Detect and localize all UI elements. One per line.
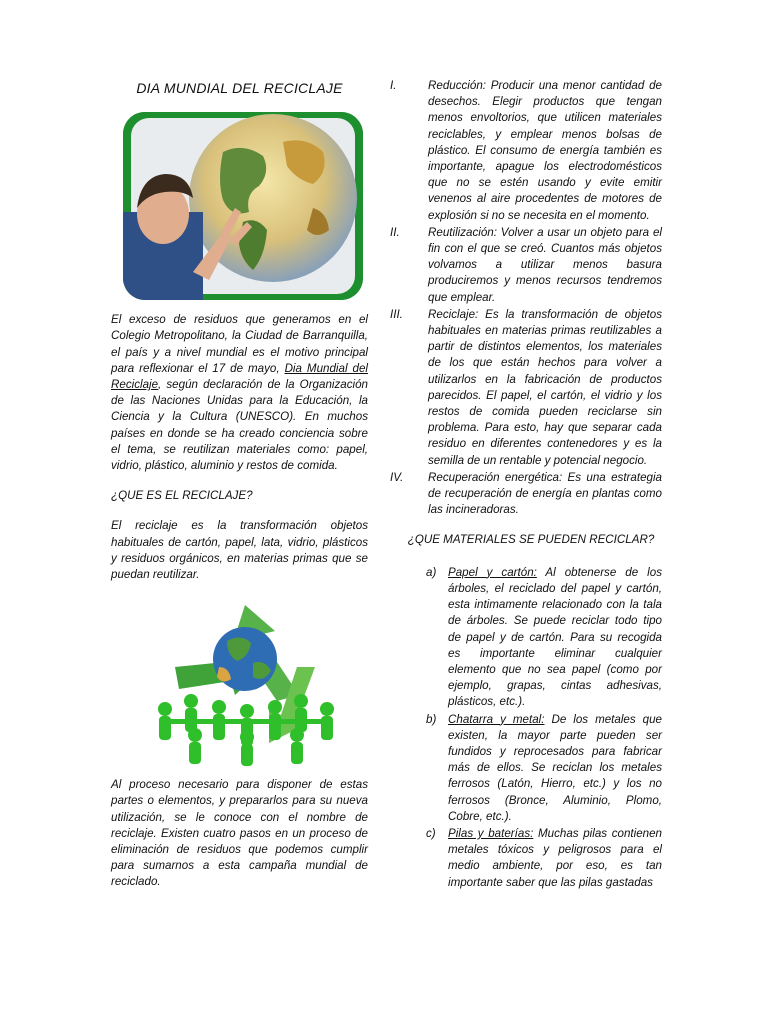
list-number: IV. xyxy=(390,470,404,484)
list-text: Reducción: Producir una menor cantidad de desechos. Elegir productos que tengan menos envoltorios, que utilicen materiales reciclables, y emplear menos bolsas de plástico. El consumo de energía también es importante, apague los electrodomésticos que no se estén usando y evite emitir venenos al aire procedentes de motores de explosión si no se necesita en el momento. xyxy=(428,79,662,222)
list-number: II. xyxy=(390,225,400,239)
list-item xyxy=(388,307,662,469)
list-text: Chatarra y metal: De los metales que existen, la mayor parte pueden ser fundidos y reprocesados para fabricar más de ellos. Se reciclan los metales ferrosos (Latón, Hierro, etc.) y los no ferrosos (Bronce, Aluminio, Plomo, Cobre, etc.). xyxy=(448,712,663,823)
intro-paragraph: El exceso de residuos que generamos en el Colegio Metropolitano, la Ciudad de Barranquilla, el país y a nivel mundial es el motivo principal para reflexionar el 17 de mayo, Dia Mundial del Reciclaje, según declaración de la Organización de las Naciones Unidas para la Educación, la Ciencia y la Cultura (UNESCO). En muchos países en donde se ha creado conciencia sobre el tema, se reutilizan materiales como: papel, vidrio, plástico, aluminio y restos de comida. xyxy=(111,313,368,473)
recycling-people-illustration xyxy=(135,597,355,767)
list-letter: a) xyxy=(426,565,437,579)
process-paragraph: Al proceso necesario para disponer de estas partes o elementos, y prepararlos para su nueva utilización, se le conoce con el nombre de reciclaje. Existen cuatro pasos en un proceso de eliminación de residuos que podemos cumplir para sumarnos a esta campaña mundial de reciclado. xyxy=(111,778,368,889)
recycling-definition-paragraph: El reciclaje es la transformación objetos habituales de cartón, papel, lata, vidrio, plásticos y residuos orgánicos, en materias primas que se puedan reutilizar. xyxy=(111,519,368,582)
left-column xyxy=(111,78,368,891)
recycling-people-image xyxy=(135,597,355,767)
world-recycling-day-link-text: Dia Mundial del Reciclaje xyxy=(111,361,368,392)
list-number: III. xyxy=(390,307,403,321)
list-text: Reutilización: Volver a usar un objeto para el fin con el que se creó. Cuantos más objetos volvamos a utilizar menos basura produciremos y menos recursos tendremos que emplear. xyxy=(428,225,662,304)
section-heading-what-is-recycling: ¿QUE ES EL RECICLAJE? xyxy=(111,489,253,503)
list-item xyxy=(388,78,662,224)
section-heading-materials: ¿QUE MATERIALES SE PUEDEN RECICLAR? xyxy=(407,533,655,547)
list-item xyxy=(388,225,662,306)
list-letter: c) xyxy=(426,826,436,840)
child-globe-image xyxy=(123,112,363,300)
list-text: Pilas y baterías: Muchas pilas contienen metales tóxicos y peligrosos para el medio ambiente, por eso, es tan importante saber que las pilas gastadas xyxy=(448,826,663,889)
list-item xyxy=(426,826,662,891)
list-number: I. xyxy=(390,79,397,92)
list-text: Recuperación energética: Es una estrategia de recuperación de energía en plantas como las incineradoras. xyxy=(428,470,662,517)
page-title: DIA MUNDIAL DEL RECICLAJE xyxy=(136,80,343,96)
list-letter: b) xyxy=(426,712,437,726)
right-column xyxy=(388,78,662,892)
list-item xyxy=(426,565,662,711)
list-text: Papel y cartón: Al obtenerse de los árboles, el reciclado del papel y cartón, esta intimamente relacionado con la tala de árboles. Se puede reciclar todo tipo de papel y de cartón. Para su recogida es importante eliminar cualquier elemento que no sea papel (como por ejemplo, grapas, cintas adhesivas, plásticos, etc.). xyxy=(448,565,662,709)
list-item xyxy=(388,470,662,519)
list-item xyxy=(426,712,662,825)
list-text: Reciclaje: Es la transformación de objetos habituales en materias primas reutilizables a partir de distintos elementos, los materiales de los que están hechos para volver a utilizarlos en la fabricación de productos parecidos. El papel, el cartón, el vidrio y los restos de comida pueden reciclarse sin problema. Para esto, hay que separar cada residuo en diferentes contenedores y es la semilla de un rentable y potencial negocio. xyxy=(428,307,662,467)
child-globe-illustration xyxy=(123,112,363,300)
